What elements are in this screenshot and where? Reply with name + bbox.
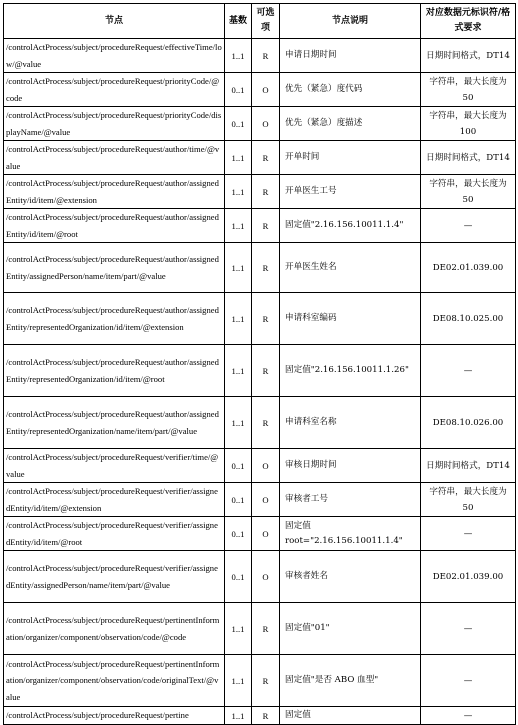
optional-cell: R [252,345,280,397]
optional-cell: R [252,141,280,175]
optional-cell: R [252,707,280,725]
format-cell: 字符串，最大长度为 50 [421,73,516,107]
table-row [4,397,516,449]
optional-cell: R [252,175,280,209]
format-cell: DE02.01.039.00 [421,243,516,293]
header-cardinality: 基数 [225,4,252,39]
optional-cell: O [252,73,280,107]
node-path-cell: /controlActProcess/subject/procedureRequest/pertine [4,707,225,725]
optional-cell: O [252,517,280,551]
optional-cell: O [252,483,280,517]
header-format: 对应数据元标识符/格式要求 [421,4,516,39]
node-path-cell: /controlActProcess/subject/procedureRequest/author/assignedEntity/representedOrganization/id/item/@extension [4,293,225,345]
format-cell: DE08.10.025.00 [421,293,516,345]
cardinality-cell: 1..1 [225,345,252,397]
description-cell: 固定值 root="2.16.156.10011.1.4" [280,517,421,551]
format-cell: DE08.10.026.00 [421,397,516,449]
description-cell: 固定值"01" [280,603,421,655]
cardinality-cell: 0..1 [225,107,252,141]
node-path-cell: /controlActProcess/subject/procedureRequest/author/assignedEntity/representedOrganization/name/item/part/@value [4,397,225,449]
description-cell: 申请科室编码 [280,293,421,345]
format-cell: — [421,517,516,551]
format-cell: 字符串，最大长度为 100 [421,107,516,141]
node-path-cell: /controlActProcess/subject/procedureRequest/priorityCode/@code [4,73,225,107]
table-body [4,39,516,725]
optional-cell: R [252,39,280,73]
node-path-cell: /controlActProcess/subject/procedureRequest/author/assignedEntity/assignedPerson/name/item/part/@value [4,243,225,293]
cardinality-cell: 1..1 [225,293,252,345]
node-path-cell: /controlActProcess/subject/procedureRequest/verifier/time/@value [4,449,225,483]
table-row [4,175,516,209]
description-cell: 固定值"是否 ABO 血型" [280,655,421,707]
cardinality-cell: 1..1 [225,655,252,707]
description-cell: 开单医生姓名 [280,243,421,293]
description-cell: 审核日期时间 [280,449,421,483]
format-cell: — [421,655,516,707]
header-optional: 可选项 [252,4,280,39]
optional-cell: O [252,449,280,483]
cardinality-cell: 1..1 [225,209,252,243]
optional-cell: R [252,293,280,345]
description-cell: 固定值 [280,707,421,725]
node-path-cell: /controlActProcess/subject/procedureRequest/author/assignedEntity/id/item/@extension [4,175,225,209]
format-cell: — [421,707,516,725]
node-path-cell: /controlActProcess/subject/procedureRequest/author/assignedEntity/id/item/@root [4,209,225,243]
optional-cell: R [252,209,280,243]
table-row [4,39,516,73]
table-row [4,449,516,483]
cardinality-cell: 0..1 [225,483,252,517]
table-row [4,73,516,107]
table-row [4,707,516,725]
cardinality-cell: 1..1 [225,397,252,449]
table-row [4,603,516,655]
node-path-cell: /controlActProcess/subject/procedureRequest/verifier/assignedEntity/id/item/@root [4,517,225,551]
format-cell: — [421,603,516,655]
description-cell: 开单时间 [280,141,421,175]
table-row [4,293,516,345]
table-row [4,209,516,243]
cardinality-cell: 1..1 [225,707,252,725]
table-row [4,141,516,175]
description-cell: 开单医生工号 [280,175,421,209]
node-path-cell: /controlActProcess/subject/procedureRequest/verifier/assignedEntity/id/item/@extension [4,483,225,517]
node-path-cell: /controlActProcess/subject/procedureRequest/priorityCode/displayName/@value [4,107,225,141]
table-row [4,655,516,707]
node-path-cell: /controlActProcess/subject/procedureRequest/author/time/@value [4,141,225,175]
format-cell: — [421,209,516,243]
format-cell: DE02.01.039.00 [421,551,516,603]
description-cell: 审核者工号 [280,483,421,517]
cardinality-cell: 1..1 [225,603,252,655]
optional-cell: R [252,397,280,449]
format-cell: 日期时间格式，DT14 [421,141,516,175]
cardinality-cell: 0..1 [225,73,252,107]
node-path-cell: /controlActProcess/subject/procedureRequest/effectiveTime/low/@value [4,39,225,73]
node-path-cell: /controlActProcess/subject/procedureRequest/pertinentInformation/organizer/component/observation/code/@code [4,603,225,655]
description-cell: 申请科室名称 [280,397,421,449]
description-cell: 优先（紧急）度描述 [280,107,421,141]
cardinality-cell: 1..1 [225,243,252,293]
description-cell: 固定值"2.16.156.10011.1.4" [280,209,421,243]
header-node: 节点 [4,4,225,39]
description-cell: 申请日期时间 [280,39,421,73]
description-cell: 审核者姓名 [280,551,421,603]
cardinality-cell: 0..1 [225,517,252,551]
format-cell: 字符串，最大长度为 50 [421,483,516,517]
cardinality-cell: 1..1 [225,141,252,175]
format-cell: — [421,345,516,397]
optional-cell: O [252,551,280,603]
cardinality-cell: 1..1 [225,175,252,209]
table-row [4,107,516,141]
format-cell: 日期时间格式，DT14 [421,39,516,73]
optional-cell: O [252,107,280,141]
node-path-cell: /controlActProcess/subject/procedureRequest/verifier/assignedEntity/assignedPerson/name/item/part/@value [4,551,225,603]
cardinality-cell: 0..1 [225,551,252,603]
description-cell: 固定值"2.16.156.10011.1.26" [280,345,421,397]
optional-cell: R [252,243,280,293]
cardinality-cell: 1..1 [225,39,252,73]
format-cell: 日期时间格式，DT14 [421,449,516,483]
cardinality-cell: 0..1 [225,449,252,483]
format-cell: 字符串，最大长度为 50 [421,175,516,209]
optional-cell: R [252,603,280,655]
table-row [4,243,516,293]
table-row [4,483,516,517]
table-header-row [4,4,516,39]
mapping-table [3,3,516,725]
header-description: 节点说明 [280,4,421,39]
optional-cell: R [252,655,280,707]
table-row [4,345,516,397]
table-row [4,517,516,551]
node-path-cell: /controlActProcess/subject/procedureRequest/pertinentInformation/organizer/component/observation/code/originalText/@value [4,655,225,707]
node-path-cell: /controlActProcess/subject/procedureRequest/author/assignedEntity/representedOrganization/id/item/@root [4,345,225,397]
description-cell: 优先（紧急）度代码 [280,73,421,107]
table-row [4,551,516,603]
